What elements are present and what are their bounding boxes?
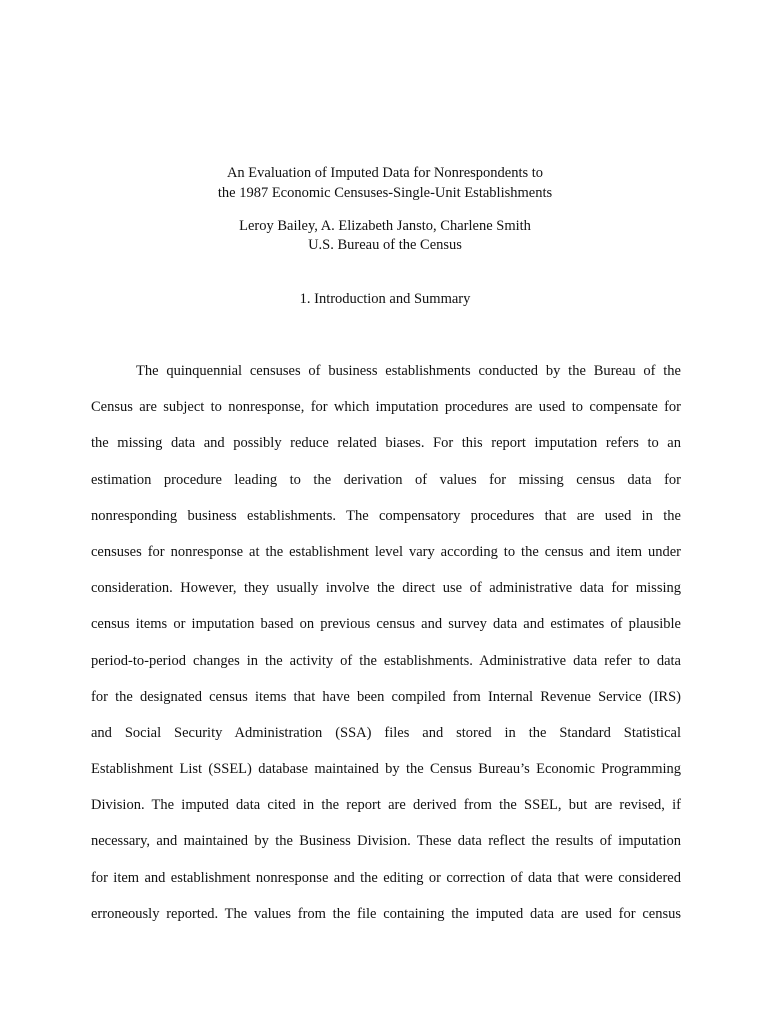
body-line: estimation procedure leading to the derivation of values for missing census data for	[91, 471, 681, 488]
body-line: The quinquennial censuses of business establishments conducted by the Bureau of the	[136, 363, 681, 379]
title-line-2: the 1987 Economic Censuses-Single-Unit Establishments	[217, 185, 553, 201]
body-line: Establishment List (SSEL) database maintained by the Census Bureau’s Economic Programming	[91, 761, 681, 778]
body-line: the missing data and possibly reduce related biases. For this report imputation refers to an	[91, 435, 681, 452]
body-line: necessary, and maintained by the Business Division. These data reflect the results of imputation	[91, 833, 681, 850]
body-line: and Social Security Administration (SSA) files and stored in the Standard Statistical	[91, 724, 681, 741]
body-line: for item and establishment nonresponse and the editing or correction of data that were considered	[91, 869, 681, 886]
section-heading: 1. Introduction and Summary	[299, 291, 471, 307]
body-line: Division. The imputed data cited in the report are derived from the SSEL, but are revised, if	[91, 797, 681, 814]
body-line: for the designated census items that have been compiled from Internal Revenue Service (IRS)	[91, 688, 681, 705]
body-line: censuses for nonresponse at the establishment level vary according to the census and item under	[91, 543, 681, 560]
body-line: census items or imputation based on previous census and survey data and estimates of plausible	[91, 616, 681, 633]
body-line: period-to-period changes in the activity of the establishments. Administrative data refer to data	[91, 652, 681, 669]
authors: Leroy Bailey, A. Elizabeth Jansto, Charlene Smith	[239, 218, 531, 234]
body-line: erroneously reported. The values from the file containing the imputed data are used for census	[91, 905, 681, 922]
body-line: nonresponding business establishments. The compensatory procedures that are used in the	[91, 507, 681, 524]
title-line-1: An Evaluation of Imputed Data for Nonrespondents to	[226, 165, 544, 181]
author-block	[0, 217, 770, 255]
body-line: consideration. However, they usually involve the direct use of administrative data for missing	[91, 580, 681, 597]
body-line: Census are subject to nonresponse, for which imputation procedures are used to compensate for	[91, 399, 681, 416]
paper-title	[0, 163, 770, 203]
body-paragraph	[91, 359, 681, 938]
affiliation: U.S. Bureau of the Census	[308, 237, 462, 253]
